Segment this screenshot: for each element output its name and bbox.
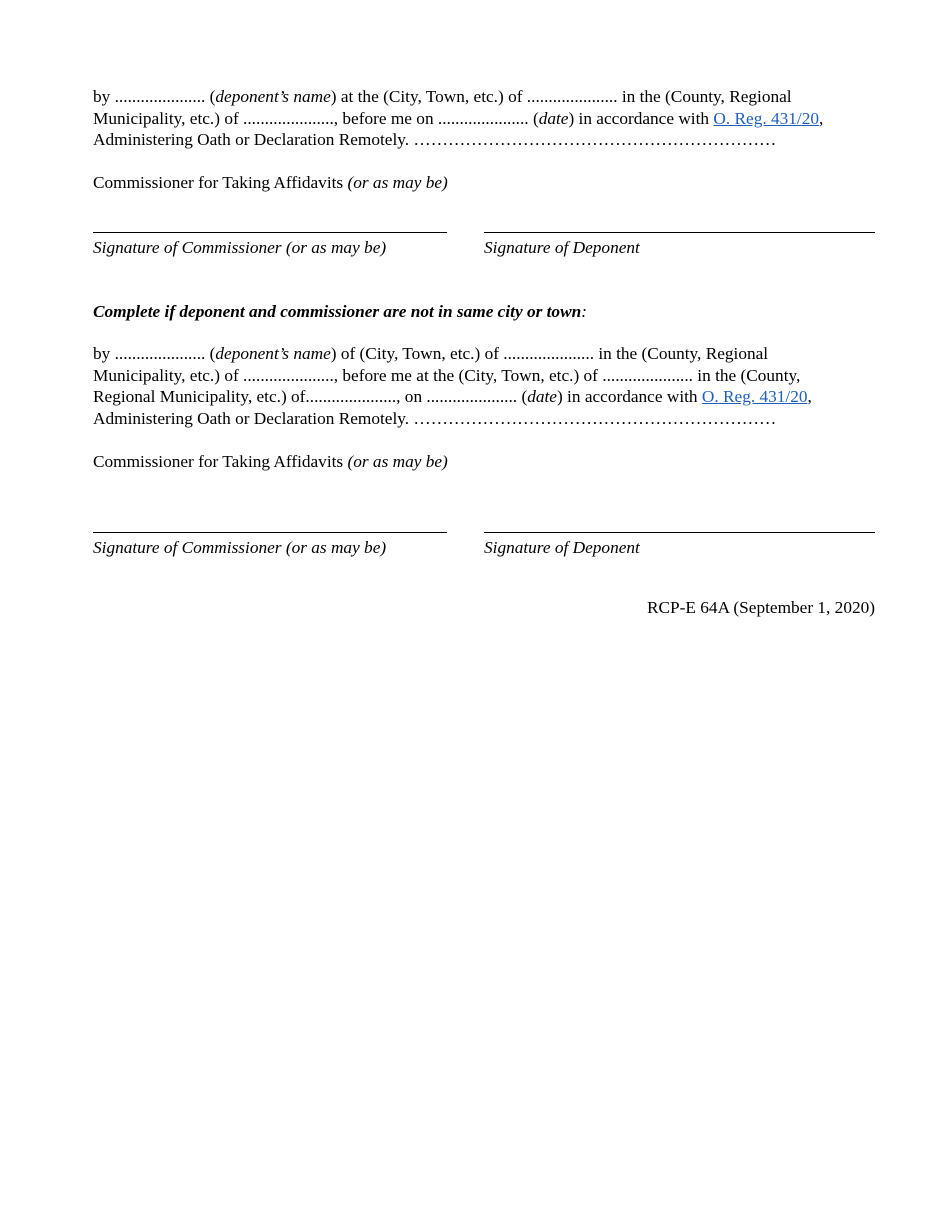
commissioner-caption: Commissioner for Taking Affidavits (or as may be) bbox=[93, 452, 448, 471]
jurat-paragraph-same-city bbox=[93, 86, 888, 151]
jurat-line-1: by ..................... (deponent’s name) of (City, Town, etc.) of ..................... in the (County, Regional bbox=[93, 344, 769, 363]
commissioner-signature-line bbox=[93, 532, 447, 533]
jurat-line-2: Municipality, etc.) of ....................., before me on ..................... (date) in accordance with O. Reg. 431/20, bbox=[93, 108, 824, 128]
deponent-signature-label: Signature of Deponent bbox=[484, 238, 640, 257]
deponent-signature-label: Signature of Deponent bbox=[484, 538, 640, 557]
deponent-signature-line bbox=[484, 232, 875, 233]
jurat-line-3: Administering Oath or Declaration Remotely. ……………………………………………………… bbox=[93, 130, 777, 149]
commissioner-signature-label: Signature of Commissioner (or as may be) bbox=[93, 238, 387, 257]
regulation-link[interactable]: O. Reg. 431/20 bbox=[713, 108, 819, 128]
section-heading: Complete if deponent and commissioner are not in same city or town: bbox=[93, 302, 587, 321]
jurat-line-1: by ..................... (deponent’s name) at the (City, Town, etc.) of ..................... in the (County, Regional bbox=[93, 87, 792, 106]
jurat-line-3: Regional Municipality, etc.) of....................., on ..................... (date) in accordance with O. Reg. 431/20, bbox=[93, 387, 812, 406]
jurat-line-4: Administering Oath or Declaration Remotely. ……………………………………………………… bbox=[93, 408, 777, 428]
commissioner-signature-line bbox=[93, 232, 447, 233]
regulation-link[interactable]: O. Reg. 431/20 bbox=[701, 387, 808, 406]
commissioner-signature-label: Signature of Commissioner (or as may be) bbox=[93, 538, 387, 557]
jurat-line-2: Municipality, etc.) of ....................., before me at the (City, Town, etc.) of ..................... in the (County, bbox=[93, 365, 801, 385]
commissioner-caption: Commissioner for Taking Affidavits (or as may be) bbox=[93, 173, 448, 192]
form-identifier: RCP-E 64A (September 1, 2020) bbox=[647, 598, 875, 617]
jurat-paragraph-different-city bbox=[93, 343, 888, 429]
deponent-signature-line bbox=[484, 532, 875, 533]
